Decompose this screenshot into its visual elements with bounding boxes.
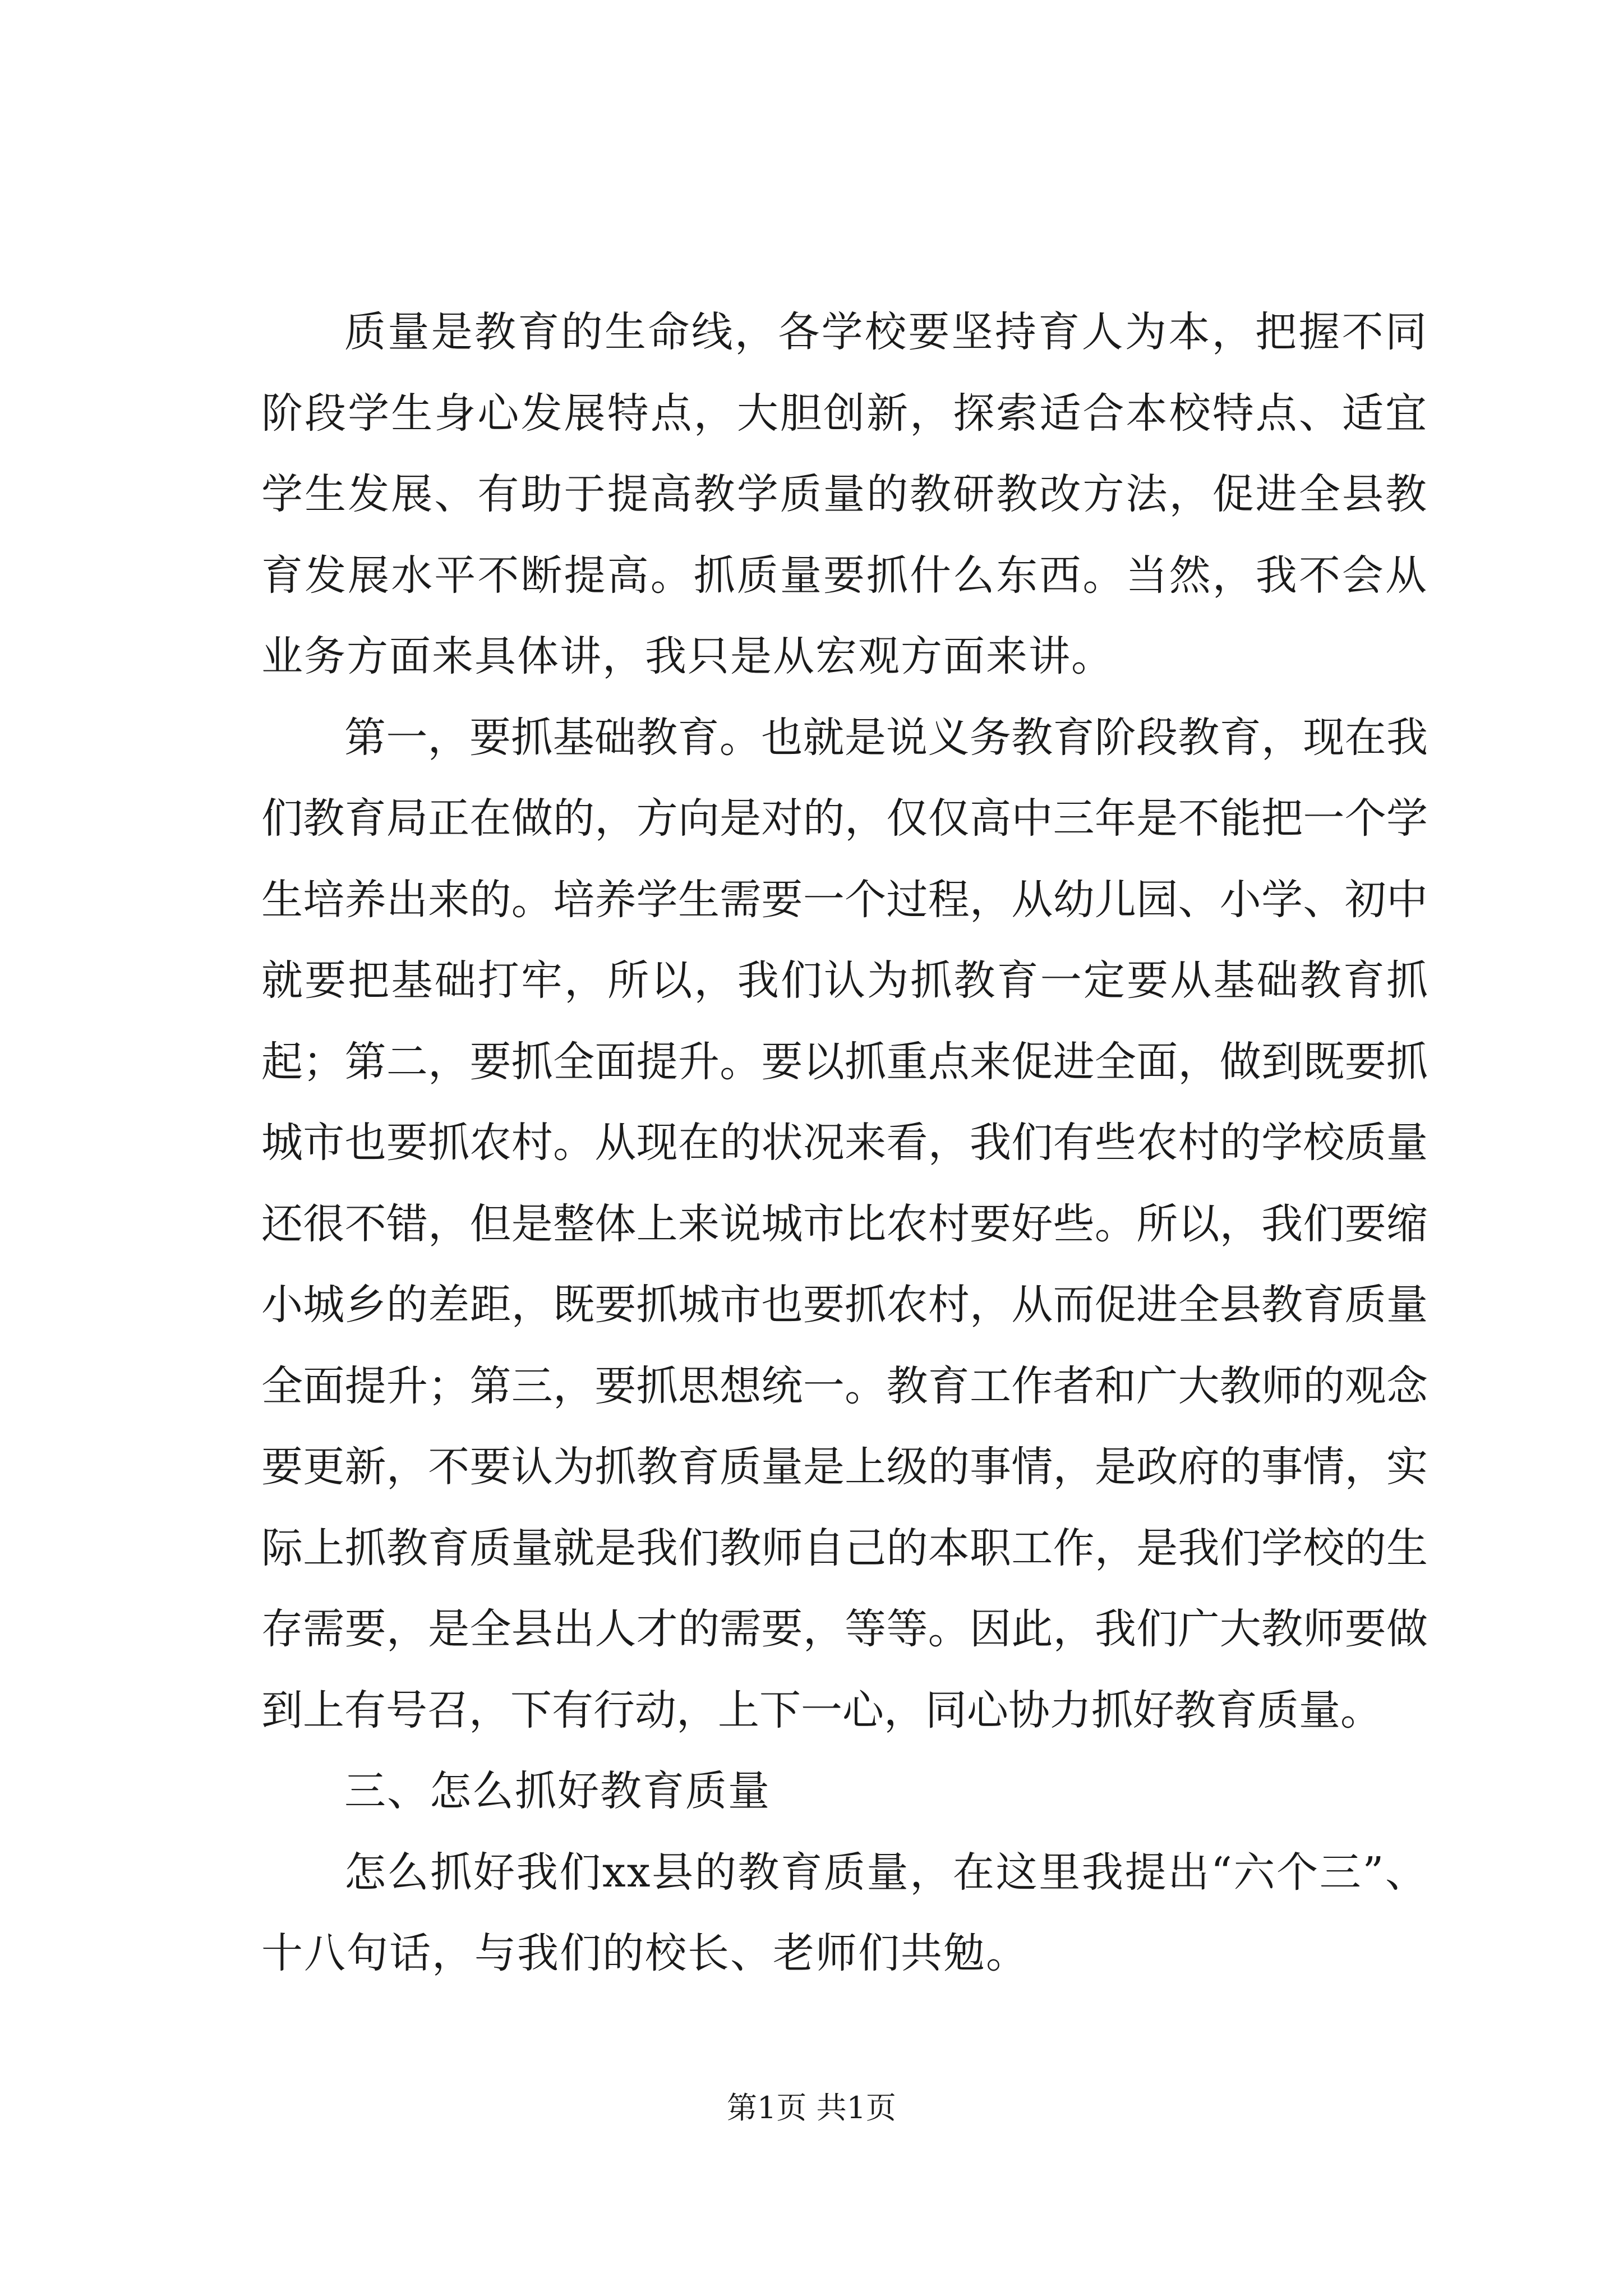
document-body [261, 292, 1428, 1994]
paragraph-three-points: 第一，要抓基础教育。也就是说义务教育阶段教育，现在我们教育局正在做的，方向是对的，仅仅高中三年是不能把一个学生培养出来的。培养学生需要一个过程，从幼儿园、小学、初中就要把基础打牢，所以，我们认为抓教育一定要从基础教育抓起；第二，要抓全面提升。要以抓重点来促进全面，做到既要抓城市也要抓农村。从现在的状况来看，我们有些农村的学校质量还很不错，但是整体上来说城市比农村要好些。所以，我们要缩小城乡的差距，既要抓城市也要抓农村，从而促进全县教育质量全面提升；第三，要抓思想统一。教育工作者和广大教师的观念要更新，不要认为抓教育质量是上级的事情，是政府的事情，实际上抓教育质量就是我们教师自己的本职工作，是我们学校的生存需要，是全县出人才的需要，等等。因此，我们广大教师要做到上有号召，下有行动，上下一心，同心协力抓好教育质量。 [261, 713, 1428, 1734]
paragraph-closing: 怎么抓好我们xx县的教育质量，在这里我提出“六个三”、十八句话，与我们的校长、老师们共勉。 [261, 1848, 1428, 1977]
page-footer: 第1页 共1页 [727, 2090, 896, 2125]
section-heading: 三、怎么抓好教育质量 [344, 1767, 771, 1815]
paragraph-quality-lifeline: 质量是教育的生命线，各学校要坚持育人为本，把握不同阶段学生身心发展特点，大胆创新，探索适合本校特点、适宜学生发展、有助于提高教学质量的教研教改方法，促进全县教育发展水平不断提高。抓质量要抓什么东西。当然，我不会从业务方面来具体讲，我只是从宏观方面来讲。 [261, 308, 1428, 680]
